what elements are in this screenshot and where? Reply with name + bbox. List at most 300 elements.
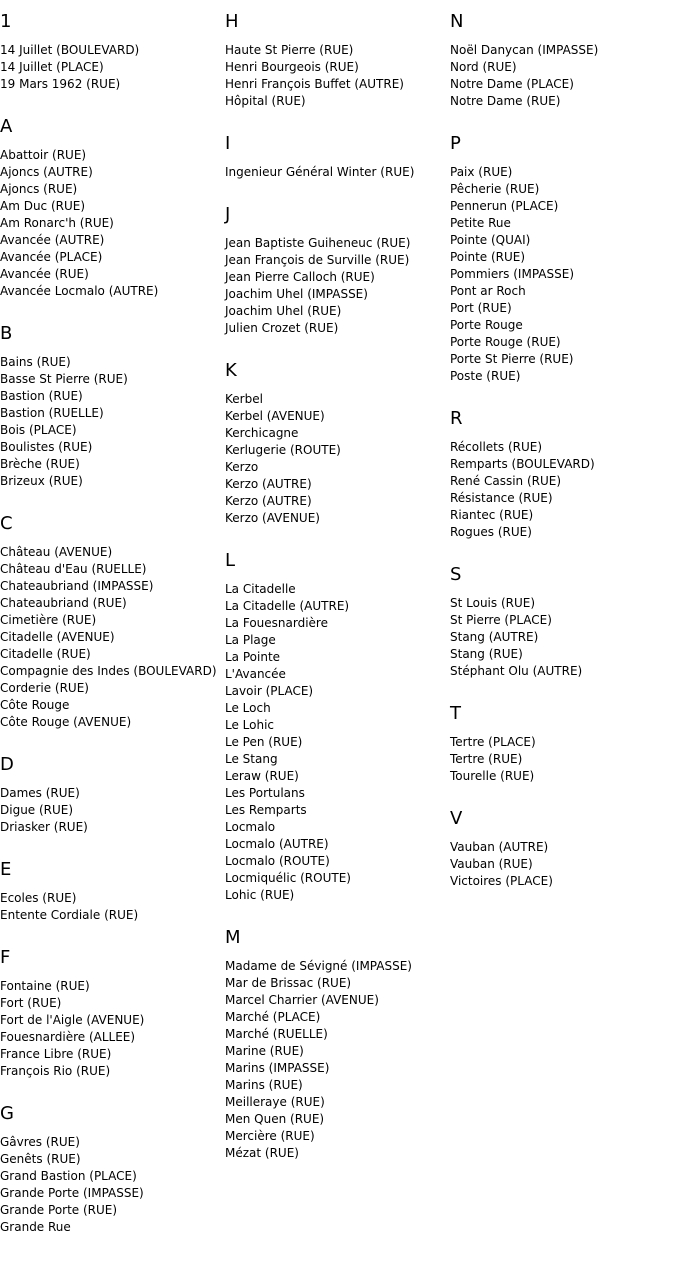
street-link[interactable]: 14 Juillet (PLACE) — [0, 60, 104, 74]
list-item — [0, 42, 225, 59]
street-link[interactable]: Locmalo (ROUTE) — [225, 854, 330, 868]
street-link[interactable]: Entente Cordiale (RUE) — [0, 908, 139, 922]
list-item — [225, 581, 450, 598]
street-link[interactable]: Abattoir (RUE) — [0, 148, 87, 162]
street-link[interactable]: Ecoles (RUE) — [0, 891, 77, 905]
street-list — [0, 1134, 225, 1236]
street-link[interactable]: Jean François de Surville (RUE) — [225, 253, 410, 267]
letter-heading: C — [0, 513, 13, 534]
street-link[interactable]: Remparts (BOULEVARD) — [450, 457, 595, 471]
list-item — [450, 612, 675, 629]
list-item — [225, 683, 450, 700]
list-item — [225, 975, 450, 992]
list-item — [225, 510, 450, 527]
list-item — [0, 1219, 225, 1236]
street-link[interactable]: La Fouesnardière — [225, 616, 328, 630]
street-link[interactable]: Kerchicagne — [225, 426, 299, 440]
list-item — [225, 598, 450, 615]
letter-group — [0, 1104, 225, 1236]
street-link[interactable]: Ajoncs (RUE) — [0, 182, 78, 196]
list-item — [0, 629, 225, 646]
street-link[interactable]: Ajoncs (AUTRE) — [0, 165, 93, 179]
street-link[interactable]: Marine (RUE) — [225, 1044, 304, 1058]
street-link[interactable]: La Plage — [225, 633, 276, 647]
list-item — [225, 442, 450, 459]
list-item — [0, 1012, 225, 1029]
street-list — [225, 391, 450, 527]
list-item — [0, 164, 225, 181]
street-link[interactable]: 19 Mars 1962 (RUE) — [0, 77, 121, 91]
street-link[interactable]: Mercière (RUE) — [225, 1129, 315, 1143]
street-link[interactable]: Chateaubriand (RUE) — [0, 596, 127, 610]
street-link[interactable]: Avancée Locmalo (AUTRE) — [0, 284, 159, 298]
street-link[interactable]: Stang (AUTRE) — [450, 630, 539, 644]
list-item — [0, 995, 225, 1012]
street-link[interactable]: Grand Bastion (PLACE) — [0, 1169, 137, 1183]
letter-heading: 1 — [0, 11, 12, 32]
street-link[interactable]: Le Stang — [225, 752, 278, 766]
list-item — [0, 266, 225, 283]
index-column-1 — [0, 0, 225, 1260]
street-link[interactable]: Porte Rouge (RUE) — [450, 335, 561, 349]
list-item — [225, 59, 450, 76]
street-link[interactable]: Jean Baptiste Guiheneuc (RUE) — [225, 236, 411, 250]
letter-heading: D — [0, 754, 14, 775]
list-item — [0, 456, 225, 473]
street-list — [0, 354, 225, 490]
list-item — [450, 368, 675, 385]
list-item — [0, 680, 225, 697]
street-link[interactable]: Locmiquélic (ROUTE) — [225, 871, 351, 885]
list-item — [0, 422, 225, 439]
street-link[interactable]: Tertre (RUE) — [450, 752, 523, 766]
street-link[interactable]: Tourelle (RUE) — [450, 769, 535, 783]
street-link[interactable]: Jean Pierre Calloch (RUE) — [225, 270, 375, 284]
letter-heading: F — [0, 947, 11, 968]
street-link[interactable]: Kerzo (AVENUE) — [225, 511, 320, 525]
street-link[interactable]: Locmalo (AUTRE) — [225, 837, 329, 851]
street-link[interactable]: Noël Danycan (IMPASSE) — [450, 43, 599, 57]
list-item — [450, 524, 675, 541]
list-item — [225, 303, 450, 320]
street-link[interactable]: Le Lohic — [225, 718, 275, 732]
street-link[interactable]: Lohic (RUE) — [225, 888, 295, 902]
street-list — [0, 890, 225, 924]
list-item — [225, 1128, 450, 1145]
list-item — [225, 1026, 450, 1043]
list-item — [225, 269, 450, 286]
street-link[interactable]: Les Portulans — [225, 786, 305, 800]
list-item — [0, 76, 225, 93]
street-list — [225, 235, 450, 337]
street-link[interactable]: Kerzo — [225, 460, 259, 474]
street-link[interactable]: Gâvres (RUE) — [0, 1135, 80, 1149]
street-link[interactable]: Porte St Pierre (RUE) — [450, 352, 574, 366]
letter-heading: N — [450, 11, 464, 32]
list-item — [225, 802, 450, 819]
street-link[interactable]: Fort de l'Aigle (AVENUE) — [0, 1013, 145, 1027]
list-item — [450, 839, 675, 856]
list-item — [225, 425, 450, 442]
street-link[interactable]: Poste (RUE) — [450, 369, 521, 383]
list-item — [450, 300, 675, 317]
list-item — [450, 629, 675, 646]
list-item — [450, 266, 675, 283]
street-link[interactable]: Marché (PLACE) — [225, 1010, 321, 1024]
list-item — [450, 663, 675, 680]
street-link[interactable]: Paix (RUE) — [450, 165, 513, 179]
list-item — [225, 717, 450, 734]
list-item — [0, 59, 225, 76]
letter-heading: M — [225, 927, 241, 948]
letter-group — [0, 12, 225, 93]
list-item — [0, 1168, 225, 1185]
street-link[interactable]: La Citadelle — [225, 582, 296, 596]
list-item — [225, 649, 450, 666]
list-item — [225, 1060, 450, 1077]
letter-heading: V — [450, 808, 463, 829]
list-item — [0, 612, 225, 629]
street-link[interactable]: Grande Rue — [0, 1220, 71, 1234]
street-link[interactable]: France Libre (RUE) — [0, 1047, 112, 1061]
street-list — [0, 978, 225, 1080]
street-link[interactable]: Avancée (RUE) — [0, 267, 89, 281]
street-list — [450, 839, 675, 890]
list-item — [225, 615, 450, 632]
street-link[interactable]: Château (AVENUE) — [0, 545, 113, 559]
list-item — [225, 93, 450, 110]
street-list — [0, 544, 225, 731]
street-link[interactable]: Avancée (AUTRE) — [0, 233, 105, 247]
street-link[interactable]: La Citadelle (AUTRE) — [225, 599, 350, 613]
list-item — [450, 873, 675, 890]
list-item — [450, 768, 675, 785]
letter-heading: I — [225, 133, 231, 154]
street-link[interactable]: Corderie (RUE) — [0, 681, 89, 695]
list-item — [0, 714, 225, 731]
street-link[interactable]: Bois (PLACE) — [0, 423, 77, 437]
list-item — [225, 734, 450, 751]
street-link[interactable]: L'Avancée — [225, 667, 286, 681]
list-item — [225, 1094, 450, 1111]
list-item — [225, 459, 450, 476]
letter-group — [450, 134, 675, 385]
street-link[interactable]: Récollets (RUE) — [450, 440, 543, 454]
letter-heading: S — [450, 564, 462, 585]
street-link[interactable]: Mar de Brissac (RUE) — [225, 976, 352, 990]
letter-heading: H — [225, 11, 239, 32]
letter-heading: E — [0, 859, 12, 880]
street-link[interactable]: Basse St Pierre (RUE) — [0, 372, 128, 386]
index-column-2 — [225, 0, 450, 1186]
letter-heading: T — [450, 703, 461, 724]
list-item — [450, 232, 675, 249]
street-link[interactable]: Brizeux (RUE) — [0, 474, 83, 488]
list-item — [225, 76, 450, 93]
list-item — [225, 320, 450, 337]
list-item — [450, 283, 675, 300]
street-link[interactable]: Bains (RUE) — [0, 355, 71, 369]
street-link[interactable]: Fort (RUE) — [0, 996, 62, 1010]
letter-group — [0, 860, 225, 924]
street-link[interactable]: Notre Dame (RUE) — [450, 94, 561, 108]
street-link[interactable]: Leraw (RUE) — [225, 769, 299, 783]
street-link[interactable]: Kerlugerie (ROUTE) — [225, 443, 341, 457]
street-link[interactable]: Compagnie des Indes (BOULEVARD) — [0, 664, 217, 678]
list-item — [225, 493, 450, 510]
list-item — [0, 646, 225, 663]
list-item — [450, 93, 675, 110]
letter-group — [0, 948, 225, 1080]
list-item — [450, 215, 675, 232]
list-item — [0, 473, 225, 490]
list-item — [450, 507, 675, 524]
letter-heading: R — [450, 408, 463, 429]
list-item — [225, 700, 450, 717]
street-link[interactable]: Pêcherie (RUE) — [450, 182, 540, 196]
street-list — [225, 958, 450, 1162]
list-item — [0, 890, 225, 907]
street-link[interactable]: Fontaine (RUE) — [0, 979, 90, 993]
list-item — [225, 992, 450, 1009]
street-link[interactable]: Les Remparts — [225, 803, 307, 817]
list-item — [0, 283, 225, 300]
street-list — [225, 164, 450, 181]
list-item — [0, 232, 225, 249]
street-link[interactable]: Marins (RUE) — [225, 1078, 303, 1092]
list-item — [0, 1151, 225, 1168]
letter-group — [450, 809, 675, 890]
street-link[interactable]: Pennerun (PLACE) — [450, 199, 559, 213]
street-link[interactable]: Henri François Buffet (AUTRE) — [225, 77, 404, 91]
list-item — [450, 456, 675, 473]
street-link[interactable]: Stang (RUE) — [450, 647, 523, 661]
list-item — [450, 351, 675, 368]
street-link[interactable]: Kerbel — [225, 392, 263, 406]
street-link[interactable]: Hôpital (RUE) — [225, 94, 306, 108]
street-link[interactable]: Lavoir (PLACE) — [225, 684, 314, 698]
street-link[interactable]: Citadelle (AVENUE) — [0, 630, 115, 644]
list-item — [0, 371, 225, 388]
street-list — [225, 581, 450, 904]
street-link[interactable]: Pommiers (IMPASSE) — [450, 267, 574, 281]
street-link[interactable]: François Rio (RUE) — [0, 1064, 111, 1078]
street-link[interactable]: Le Loch — [225, 701, 271, 715]
list-item — [0, 907, 225, 924]
letter-heading: A — [0, 116, 13, 137]
list-item — [0, 978, 225, 995]
list-item — [0, 181, 225, 198]
street-link[interactable]: Riantec (RUE) — [450, 508, 534, 522]
list-item — [225, 836, 450, 853]
list-item — [0, 1134, 225, 1151]
street-link[interactable]: Vauban (RUE) — [450, 857, 533, 871]
street-link[interactable]: Le Pen (RUE) — [225, 735, 303, 749]
street-link[interactable]: Porte Rouge — [450, 318, 523, 332]
street-link[interactable]: Henri Bourgeois (RUE) — [225, 60, 359, 74]
street-link[interactable]: Vauban (AUTRE) — [450, 840, 549, 854]
list-item — [0, 544, 225, 561]
list-item — [450, 473, 675, 490]
street-link[interactable]: Fouesnardière (ALLEE) — [0, 1030, 136, 1044]
street-list — [450, 42, 675, 110]
list-item — [0, 405, 225, 422]
street-link[interactable]: Digue (RUE) — [0, 803, 74, 817]
list-item — [225, 632, 450, 649]
street-link[interactable]: Driasker (RUE) — [0, 820, 88, 834]
list-item — [450, 646, 675, 663]
street-link[interactable]: Ingenieur Général Winter (RUE) — [225, 165, 415, 179]
street-link[interactable]: Marché (RUELLE) — [225, 1027, 328, 1041]
list-item — [450, 751, 675, 768]
list-item — [450, 42, 675, 59]
street-link[interactable]: Pointe (RUE) — [450, 250, 526, 264]
street-link[interactable]: Dames (RUE) — [0, 786, 80, 800]
street-link[interactable]: Bastion (RUELLE) — [0, 406, 104, 420]
list-item — [0, 198, 225, 215]
letter-heading: L — [225, 550, 236, 571]
list-item — [0, 819, 225, 836]
list-item — [225, 476, 450, 493]
street-link[interactable]: Mézat (RUE) — [225, 1146, 299, 1160]
street-link[interactable]: Côte Rouge (AVENUE) — [0, 715, 132, 729]
street-link[interactable]: Brèche (RUE) — [0, 457, 80, 471]
list-item — [225, 751, 450, 768]
street-list — [450, 439, 675, 541]
list-item — [0, 439, 225, 456]
street-link[interactable]: Notre Dame (PLACE) — [450, 77, 574, 91]
letter-group — [0, 324, 225, 490]
list-item — [225, 1009, 450, 1026]
list-item — [0, 1046, 225, 1063]
list-item — [0, 561, 225, 578]
street-link[interactable]: Kerbel (AVENUE) — [225, 409, 325, 423]
list-item — [0, 249, 225, 266]
list-item — [450, 164, 675, 181]
street-list — [0, 42, 225, 93]
street-link[interactable]: Julien Crozet (RUE) — [225, 321, 339, 335]
list-item — [450, 76, 675, 93]
street-list — [450, 595, 675, 680]
letter-heading: P — [450, 133, 461, 154]
letter-group — [225, 205, 450, 337]
list-item — [0, 697, 225, 714]
list-item — [225, 958, 450, 975]
list-item — [450, 249, 675, 266]
street-link[interactable]: St Pierre (PLACE) — [450, 613, 552, 627]
list-item — [225, 286, 450, 303]
street-link[interactable]: St Louis (RUE) — [450, 596, 536, 610]
list-item — [225, 1077, 450, 1094]
street-link[interactable]: Genêts (RUE) — [0, 1152, 81, 1166]
letter-heading: K — [225, 360, 237, 381]
list-item — [225, 235, 450, 252]
list-item — [225, 42, 450, 59]
letter-heading: B — [0, 323, 13, 344]
street-link[interactable]: Tertre (PLACE) — [450, 735, 536, 749]
letter-group — [225, 12, 450, 110]
list-item — [0, 215, 225, 232]
street-link[interactable]: Marcel Charrier (AVENUE) — [225, 993, 379, 1007]
street-link[interactable]: Résistance (RUE) — [450, 491, 553, 505]
list-item — [225, 666, 450, 683]
list-item — [225, 252, 450, 269]
street-link[interactable]: Côte Rouge — [0, 698, 70, 712]
street-list — [0, 785, 225, 836]
street-link[interactable]: Boulistes (RUE) — [0, 440, 93, 454]
list-item — [0, 1063, 225, 1080]
street-link[interactable]: Grande Porte (RUE) — [0, 1203, 118, 1217]
street-link[interactable]: Stéphant Olu (AUTRE) — [450, 664, 583, 678]
street-link[interactable]: Port (RUE) — [450, 301, 512, 315]
list-item — [225, 1111, 450, 1128]
list-item — [0, 1202, 225, 1219]
street-link[interactable]: Chateaubriand (IMPASSE) — [0, 579, 154, 593]
street-link[interactable]: 14 Juillet (BOULEVARD) — [0, 43, 140, 57]
list-item — [225, 391, 450, 408]
list-item — [225, 1043, 450, 1060]
street-list — [0, 147, 225, 300]
street-link[interactable]: Pont ar Roch — [450, 284, 526, 298]
street-link[interactable]: Marins (IMPASSE) — [225, 1061, 330, 1075]
list-item — [450, 181, 675, 198]
street-link[interactable]: Joachim Uhel (IMPASSE) — [225, 287, 368, 301]
list-item — [225, 819, 450, 836]
street-link[interactable]: Avancée (PLACE) — [0, 250, 103, 264]
list-item — [0, 354, 225, 371]
street-link[interactable]: Château d'Eau (RUELLE) — [0, 562, 147, 576]
list-item — [225, 785, 450, 802]
list-item — [450, 595, 675, 612]
letter-group — [450, 12, 675, 110]
street-link[interactable]: La Pointe — [225, 650, 281, 664]
street-link[interactable]: Kerzo (AUTRE) — [225, 477, 312, 491]
street-link[interactable]: Nord (RUE) — [450, 60, 517, 74]
street-link[interactable]: Cimetière (RUE) — [0, 613, 97, 627]
street-link[interactable]: Joachim Uhel (RUE) — [225, 304, 342, 318]
street-link[interactable]: Am Ronarc'h (RUE) — [0, 216, 114, 230]
letter-group — [225, 361, 450, 527]
street-link[interactable]: Haute St Pierre (RUE) — [225, 43, 354, 57]
street-link[interactable]: Grande Porte (IMPASSE) — [0, 1186, 144, 1200]
street-link[interactable]: Kerzo (AUTRE) — [225, 494, 312, 508]
list-item — [0, 802, 225, 819]
list-item — [450, 734, 675, 751]
street-link[interactable]: Rogues (RUE) — [450, 525, 532, 539]
street-link[interactable]: Victoires (PLACE) — [450, 874, 553, 888]
street-link[interactable]: Pointe (QUAI) — [450, 233, 531, 247]
list-item — [225, 870, 450, 887]
street-list — [450, 164, 675, 385]
street-link[interactable]: Meilleraye (RUE) — [225, 1095, 325, 1109]
street-link[interactable]: Men Quen (RUE) — [225, 1112, 325, 1126]
list-item — [450, 317, 675, 334]
street-link[interactable]: Citadelle (RUE) — [0, 647, 91, 661]
street-link[interactable]: Petite Rue — [450, 216, 511, 230]
list-item — [0, 388, 225, 405]
list-item — [225, 1145, 450, 1162]
letter-group — [0, 117, 225, 300]
street-link[interactable]: Madame de Sévigné (IMPASSE) — [225, 959, 412, 973]
street-list — [450, 734, 675, 785]
street-link[interactable]: Bastion (RUE) — [0, 389, 83, 403]
street-link[interactable]: Am Duc (RUE) — [0, 199, 86, 213]
list-item — [0, 147, 225, 164]
letter-group — [225, 134, 450, 181]
list-item — [0, 785, 225, 802]
street-link[interactable]: Locmalo — [225, 820, 276, 834]
street-link[interactable]: René Cassin (RUE) — [450, 474, 562, 488]
